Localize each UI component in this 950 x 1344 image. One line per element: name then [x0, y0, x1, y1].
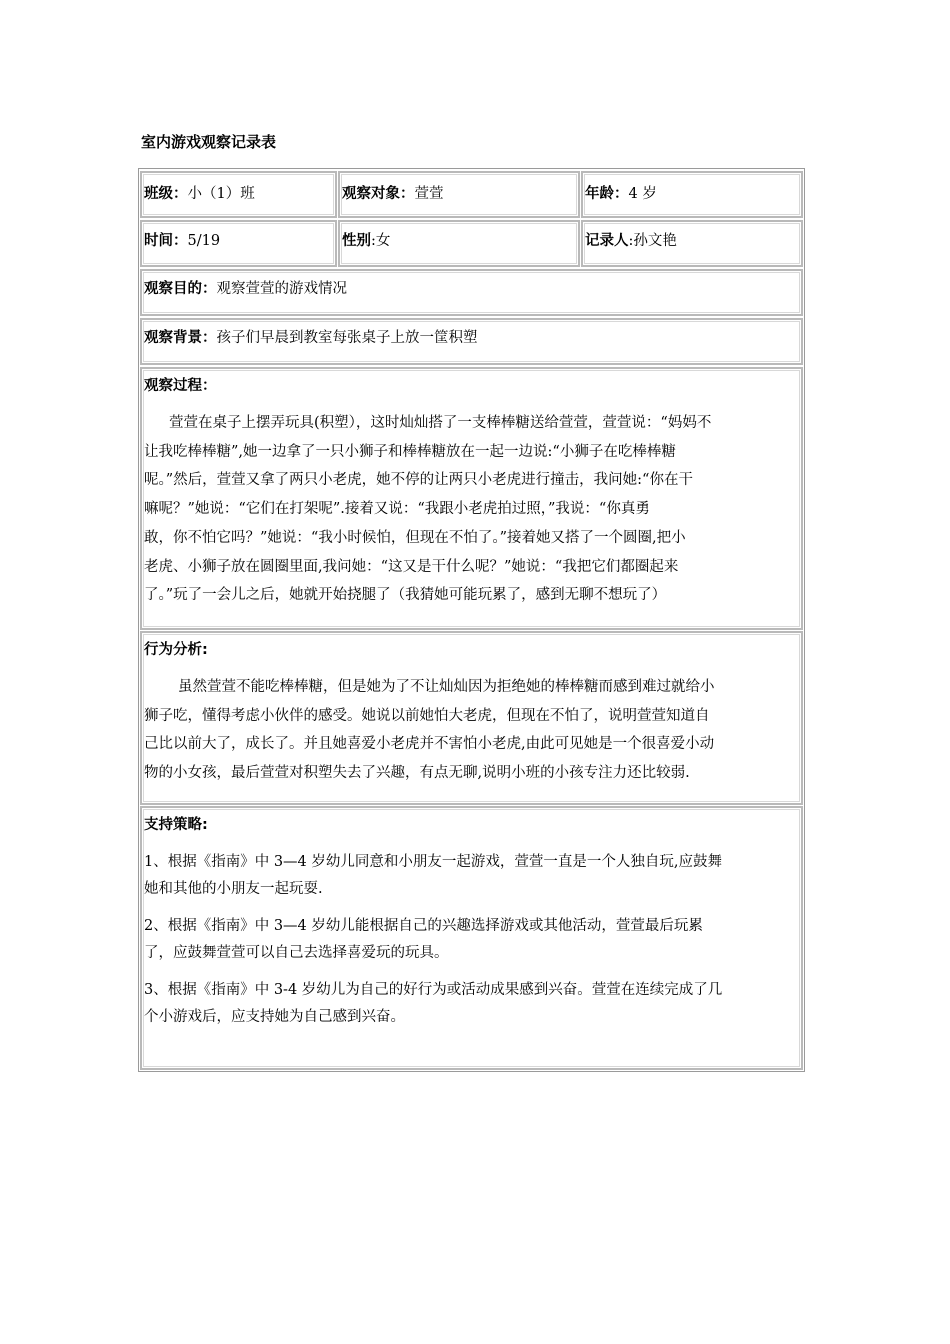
age-cell: [581, 171, 803, 218]
analysis-text: [144, 673, 715, 788]
process-line: 敢，你不怕它吗？”她说：“我小时候怕，但现在不怕了。”接着她又搭了一个圆圈,把小: [144, 529, 686, 546]
recorder-cell: [581, 220, 803, 267]
analysis-line: 己比以前大了，成长了。并且她喜爱小老虎并不害怕小老虎,由此可见她是一个很喜爱小动: [144, 736, 715, 753]
gender-cell: [338, 220, 580, 267]
background-cell: [140, 318, 803, 365]
strategy-list: [144, 849, 722, 1041]
age-value: 4 岁: [628, 186, 657, 202]
process-line: 萱萱在桌子上摆弄玩具(积塑），这时灿灿搭了一支棒棒糖送给萱萱，萱萱说：“妈妈不: [169, 415, 712, 431]
class-value: 小（1）班: [187, 186, 255, 202]
subject-label: 观察对象：: [342, 186, 415, 202]
class-label: 班级：: [144, 186, 188, 202]
subject-cell: [338, 171, 580, 218]
strategy-item: 3、根据《指南》中 3-4 岁幼儿为自己的好行为或活动成果感到兴奋。萱萱在连续完成了几 个小游戏后，应支持她为自己感到兴奋。: [144, 982, 723, 1025]
process-cell: [140, 367, 803, 630]
age-label: 年龄：: [585, 186, 629, 202]
purpose-label: 观察目的：: [144, 281, 217, 297]
recorder-label: 记录人: [585, 233, 629, 249]
process-label: 观察过程：: [144, 378, 217, 394]
strategy-item: 2、根据《指南》中 3—4 岁幼儿能根据自己的兴趣选择游戏或其他活动，萱萱最后玩累 了，应鼓舞萱萱可以自己去选择喜爱玩的玩具。: [144, 918, 703, 961]
process-line: 嘛呢？”她说：“它们在打架呢”.接着又说：“我跟小老虎拍过照，”我说：“你真勇: [144, 501, 650, 518]
page-title: 室内游戏观察记录表: [141, 133, 277, 151]
gender-value: :女: [371, 233, 391, 249]
observation-record-table: [138, 168, 805, 1072]
strategy-label: 支持策略:: [144, 817, 208, 833]
process-line: 让我吃棒棒糖”,她一边拿了一只小狮子和棒棒糖放在一起一边说:“小狮子在吃棒棒糖: [144, 443, 676, 460]
purpose-value: 观察萱萱的游戏情况: [216, 281, 347, 297]
gender-label: 性别: [342, 233, 371, 249]
analysis-line: 物的小女孩，最后萱萱对积塑失去了兴趣，有点无聊,说明小班的小孩专注力还比较弱.: [144, 765, 690, 782]
subject-value: 萱萱: [414, 186, 444, 202]
time-cell: [140, 220, 337, 267]
process-text: [144, 409, 711, 610]
analysis-line: 虽然萱萱不能吃棒棒糖，但是她为了不让灿灿因为拒绝她的棒棒糖而感到难过就给小: [178, 679, 715, 695]
time-label: 时间：: [144, 233, 188, 249]
analysis-label: 行为分析:: [144, 642, 208, 658]
recorder-value: :孙文艳: [628, 233, 677, 249]
strategy-item: 1、根据《指南》中 3—4 岁幼儿同意和小朋友一起游戏，萱萱一直是一个人独自玩,应鼓舞 她和其他的小朋友一起玩耍.: [144, 854, 723, 897]
background-label: 观察背景：: [144, 330, 217, 346]
strategy-cell: [140, 806, 803, 1070]
analysis-cell: [140, 631, 803, 805]
process-line: 了。”玩了一会儿之后，她就开始挠腿了（我猜她可能玩累了，感到无聊不想玩了）: [144, 587, 667, 604]
process-line: 老虎、小狮子放在圆圈里面,我问她：“这又是干什么呢？”她说：“我把它们都圈起来: [144, 558, 679, 575]
purpose-cell: [140, 269, 803, 316]
background-value: 孩子们早晨到教室每张桌子上放一筐积塑: [216, 330, 478, 346]
analysis-line: 狮子吃，懂得考虑小伙伴的感受。她说以前她怕大老虎，但现在不怕了，说明萱萱知道自: [144, 707, 710, 724]
process-line: 呢。”然后，萱萱又拿了两只小老虎，她不停的让两只小老虎进行撞击，我问她:“你在干: [144, 472, 693, 489]
class-cell: [140, 171, 337, 218]
time-value: 5/19: [187, 233, 221, 249]
